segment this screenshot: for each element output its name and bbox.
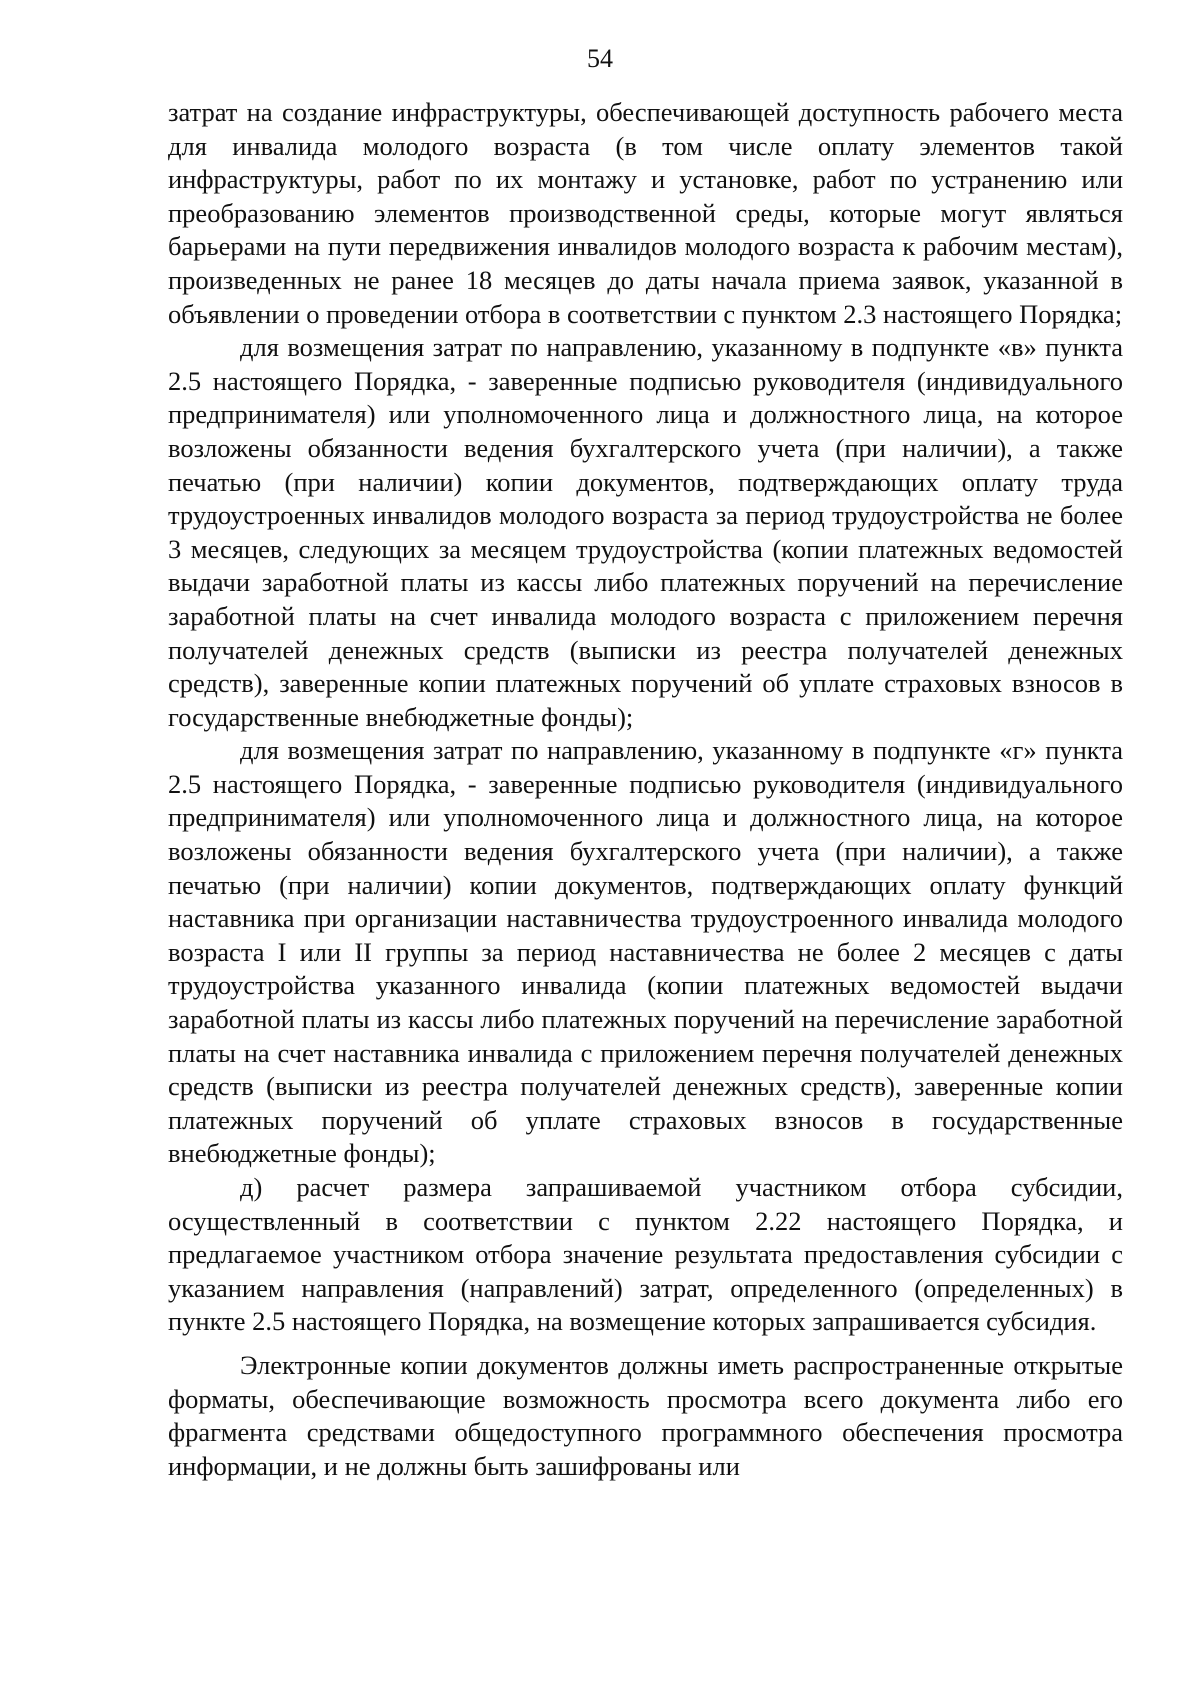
page-number: 54 <box>587 44 613 73</box>
body-text <box>168 96 1123 1483</box>
paragraph-item-d: д) расчет размера запрашиваемой участником отбора субсидии, осуществленный в соответствии с пунктом 2.22 настоящего Порядка, и предлагаемое участником отбора значение результата предоставления субсидии с указанием направления (направлений) затрат, определенного (определенных) в пункте 2.5 настоящего Порядка, на возмещение которых запрашивается субсидия. <box>168 1172 1123 1337</box>
paragraph-item-v: для возмещения затрат по направлению, указанному в подпункте «в» пункта 2.5 настоящего Порядка, - заверенные подписью руководителя (индивидуального предпринимателя) или уполномоченного лица и должностного лица, на которое возложены обязанности ведения бухгалтерского учета (при наличии), а также печатью (при наличии) копии документов, подтверждающих оплату труда трудоустроенных инвалидов молодого возраста за период трудоустройства не более 3 месяцев, следующих за месяцем трудоустройства (копии платежных ведомостей выдачи заработной платы из кассы либо платежных поручений на перечисление заработной платы на счет инвалида молодого возраста с приложением перечня получателей денежных средств (выписки из реестра получателей денежных средств), заверенные копии платежных поручений об уплате страховых взносов в государственные внебюджетные фонды); <box>168 332 1123 732</box>
paragraph-electronic-copies: Электронные копии документов должны иметь распространенные открытые форматы, обеспечивающие возможность просмотра всего документа либо его фрагмента средствами общедоступного программного обеспечения просмотра информации, и не должны быть зашифрованы или <box>168 1349 1123 1481</box>
paragraph-item-g: для возмещения затрат по направлению, указанному в подпункте «г» пункта 2.5 настоящего Порядка, - заверенные подписью руководителя (индивидуального предпринимателя) или уполномоченного лица и должностного лица, на которое возложены обязанности ведения бухгалтерского учета (при наличии), а также печатью (при наличии) копии документов, подтверждающих оплату функций наставника при организации наставничества трудоустроенного инвалида молодого возраста I или II группы за период наставничества не более 2 месяцев с даты трудоустройства указанного инвалида (копии платежных ведомостей выдачи заработной платы из кассы либо платежных поручений на перечисление заработной платы на счет наставника инвалида с приложением перечня получателей денежных средств (выписки из реестра получателей денежных средств), заверенные копии платежных поручений об уплате страховых взносов в государственные внебюджетные фонды); <box>168 735 1123 1169</box>
paragraph-continuation: затрат на создание инфраструктуры, обеспечивающей доступность рабочего места для инвалида молодого возраста (в том числе оплату элементов такой инфраструктуры, работ по их монтажу и установке, работ по устранению или преобразованию элементов производственной среды, которые могут являться барьерами на пути передвижения инвалидов молодого возраста к рабочим местам), произведенных не ранее 18 месяцев до даты начала приема заявок, указанной в объявлении о проведении отбора в соответствии с пунктом 2.3 настоящего Порядка; <box>168 97 1123 329</box>
